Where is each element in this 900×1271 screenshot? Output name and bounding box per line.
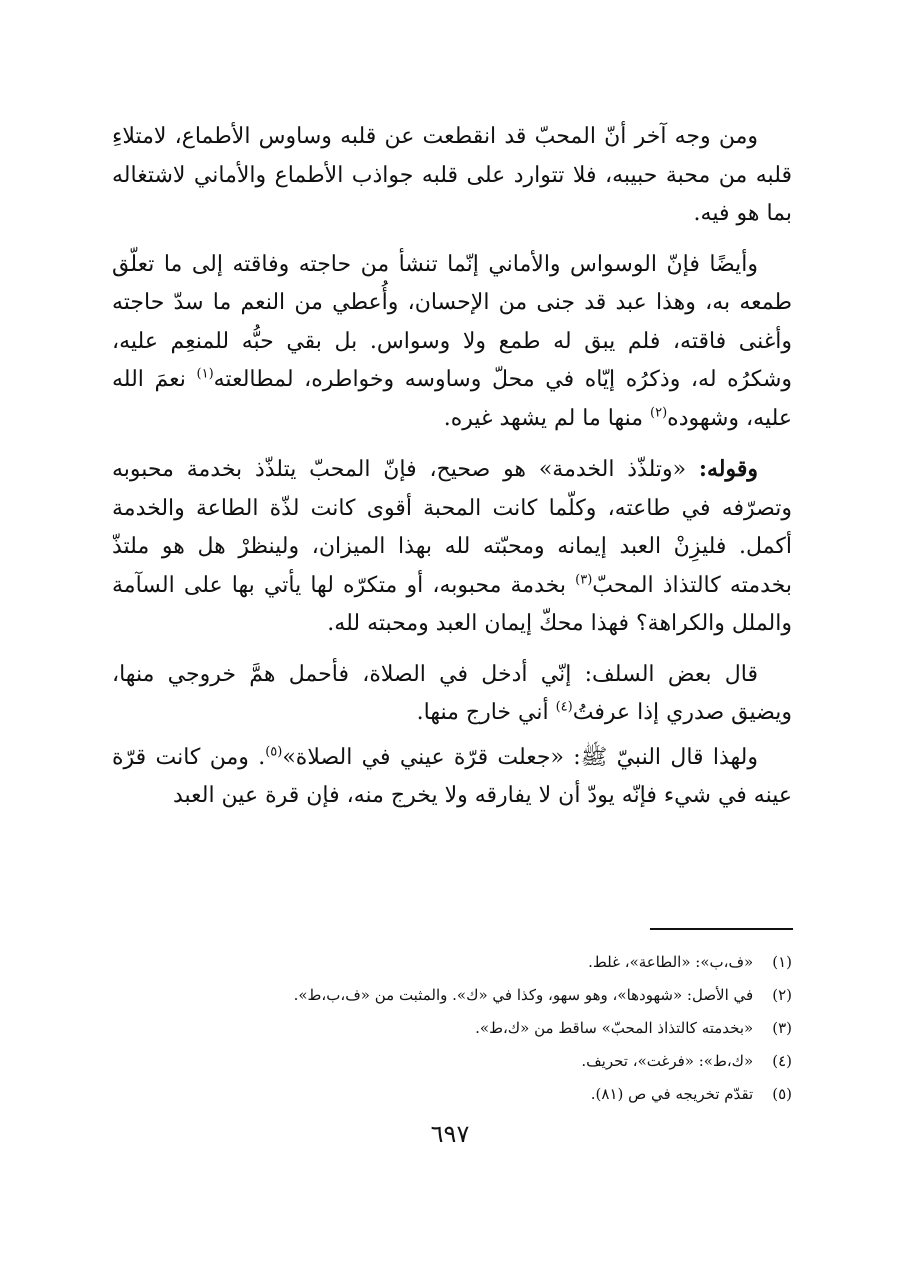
paragraph-text: وأيضًا فإنّ الوسواس والأماني إنّما تنشأ من حاجته وفاقته إلى ما تعلّق طمعه به، وهذا عبد قد جنى من الإحسان، وأُعطي من النعم ما سدّ حاجته وأغنى فاقته، فلم يبق له طمع ولا وسواس. بل بقي حبُّه للمنعِم عليه، وشكرُه له، وذكرُه إيّاه في محلّ وساوسه وخواطره، لمطالعته [112,251,793,392]
footnote-item [112,946,792,979]
paragraph-1 [112,118,792,234]
paragraph-5 [112,739,792,816]
paragraph-text: ولهذا قال النبيّ ﷺ: «جعلت قرّة عيني في الصلاة» [282,744,758,770]
footnote-text: «ف،ب»: «الطاعة»، غلط. [588,953,754,971]
footnote-ref-2[interactable]: (٢) [650,405,668,421]
paragraph-text: منها ما لم يشهد غيره. [443,405,651,431]
paragraph-text: . ومن كانت قرّة عينه في شيء فإنّه يودّ أن لا يفارقه ولا يخرج منه، فإن قرة عين العبد [112,744,792,808]
footnote-item [112,1078,792,1111]
paragraph-lead-word: وقوله: [698,456,758,482]
paragraph-text: قال بعض السلف: إنّي أدخل في الصلاة، فأحمل همَّ خروجي منها، ويضيق صدري إذا عرفتُ [112,661,792,725]
footnotes [112,946,792,1111]
paragraph-4 [112,656,792,733]
footnote-number: (٤) [772,1052,792,1070]
footnote-ref-5[interactable]: (٥) [265,744,283,760]
footnote-ref-3[interactable]: (٣) [575,572,593,588]
footnote-ref-4[interactable]: (٤) [555,699,573,715]
footnote-item [112,979,792,1012]
paragraph-text: بخدمة محبوبه، أو متكرّه لها يأتي بها على السآمة والملل والكراهة؟ فهذا محكّ إيمان العبد ومحبته لله. [112,572,792,636]
paragraph-2 [112,246,792,439]
footnote-number: (٣) [772,1019,792,1037]
footnote-text: «بخدمته كالتذاذ المحبّ» ساقط من «ك،ط». [475,1019,754,1037]
footnote-text: في الأصل: «شهودها»، وهو سهو، وكذا في «ك». والمثبت من «ف،ب،ط». [293,986,754,1004]
footnote-number: (١) [772,953,792,971]
footnote-text: «ك،ط»: «فرغت»، تحريف. [581,1052,754,1070]
footnote-number: (٢) [772,986,792,1004]
footnote-text: تقدّم تخريجه في ص (٨١). [590,1085,754,1103]
paragraph-text: نعمَ الله عليه، وشهوده [112,367,792,431]
paragraph-text: ومن وجه آخر أنّ المحبّ قد انقطعت عن قلبه وساوس الأطماع، لامتلاءِ قلبه من محبة حبيبه، فلا تتوارد على قلبه جواذب الأطماع والأماني لاشتغاله بما هو فيه. [112,124,792,226]
footnote-number: (٥) [772,1085,792,1103]
footnote-item [112,1012,792,1045]
footnote-item [112,1045,792,1078]
paragraph-text: أني خارج منها. [416,700,556,725]
footnote-separator [650,928,793,930]
main-text [112,118,792,828]
page-number: ٦٩٧ [430,1120,470,1148]
paragraph-3 [112,450,792,644]
paragraph-text: «وتلذّذ الخدمة» هو صحيح، فإنّ المحبّ يتلذّذ بخدمة محبوبه وتصرّفه في طاعته، وكلّما كانت المحبة أقوى كانت لذّة الطاعة والخدمة أكمل. فليزِنْ العبد إيمانه ومحبّته لله بهذا الميزان، ولينظرْ هل هو ملتذّ بخدمته كالتذاذ المحبّ [112,457,792,598]
footnote-ref-1[interactable]: (١) [196,366,214,382]
